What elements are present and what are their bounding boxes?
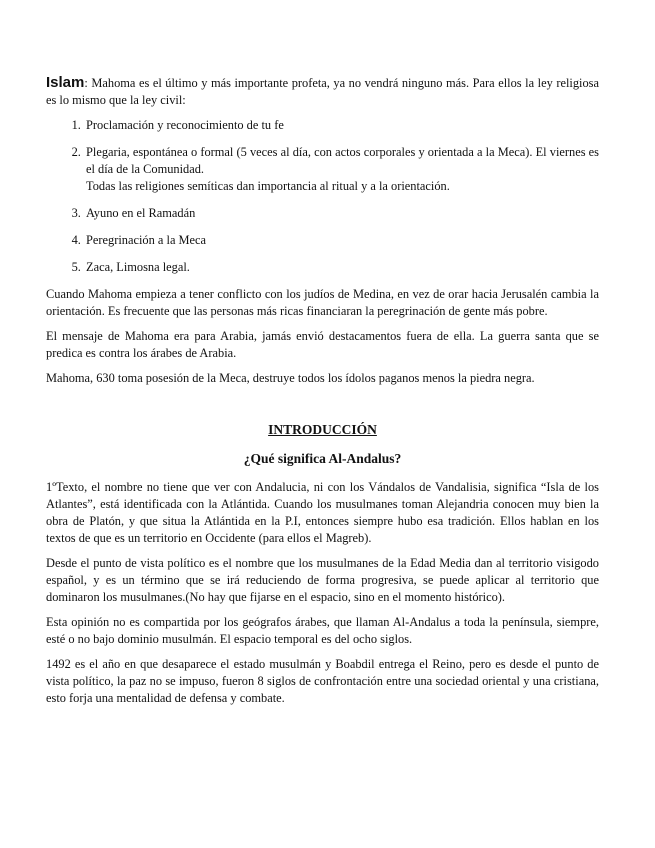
paragraph: Esta opinión no es compartida por los geógrafos árabes, que llaman Al-Andalus a toda la península, siempre, esté o no bajo dominio musulmán. El espacio temporal es del ocho siglos. (46, 615, 599, 646)
list-item-text: Ayuno en el Ramadán (86, 206, 196, 220)
list-item (84, 205, 599, 222)
document-page (46, 74, 599, 715)
list-item (84, 232, 599, 249)
list-item-text: Peregrinación a la Meca (86, 233, 207, 247)
section-heading: INTRODUCCIÓN (268, 422, 377, 437)
paragraph: Desde el punto de vista político es el nombre que los musulmanes de la Edad Media dan al territorio visigodo español, y es un término que se irá reduciendo de forma progresiva, se puede aplicar al territorio que dominaron los musulmanes.(No hay que fijarse en el espacio, sino en el momento histórico). (46, 556, 599, 604)
list-item-text: Proclamación y reconocimiento de tu fe (86, 118, 284, 132)
section-spacer (46, 395, 599, 421)
paragraph: Cuando Mahoma empieza a tener conflicto con los judíos de Medina, en vez de orar hacia Jerusalén cambia la orientación. Es frecuente que las personas más ricas financiaran la peregrinación de gente más pobre. (46, 287, 599, 318)
islam-term: Islam (46, 74, 85, 91)
list-item (84, 117, 599, 134)
list-item (84, 259, 599, 276)
list-item-text: Plegaria, espontánea o formal (5 veces al día, con actos corporales y orientada a la Meca). El viernes es el día de la Comunidad. (86, 145, 599, 176)
paragraph: Mahoma, 630 toma posesión de la Meca, destruye todos los ídolos paganos menos la piedra negra. (46, 371, 535, 385)
list-item (84, 144, 599, 195)
paragraph: El mensaje de Mahoma era para Arabia, jamás envió destacamentos fuera de ella. La guerra santa que se predica es contra los árabes de Arabia. (46, 329, 599, 360)
paragraph: 1492 es el año en que desaparece el estado musulmán y Boabdil entrega el Reino, pero es desde el punto de vista político, la paz no se impuso, fueron 8 siglos de confrontación entre una sociedad oriental y una cristiana, esto forja una mentalidad de defensa y combate. (46, 657, 599, 705)
pillars-list (46, 117, 599, 276)
section-subheading: ¿Qué significa Al-Andalus? (243, 451, 402, 466)
list-item-subtext: Todas las religiones semíticas dan importancia al ritual y a la orientación. (86, 179, 450, 193)
islam-paragraph (46, 74, 599, 109)
paragraph: 1ºTexto, el nombre no tiene que ver con Andalucia, ni con los Vándalos de Vandalisia, significa “Isla de los Atlantes”, está identificada con la Atlántida. Cuando los musulmanes toman Alejandria conocen muy bien la obra de Platón, y que situa la Atlántida en la P.I, entonces siempre hubo esa tradición. Ellos hablan en los textos de que es un territorio en Occidente (para ellos el Magreb). (46, 480, 599, 545)
list-item-text: Zaca, Limosna legal. (86, 260, 190, 274)
islam-text: : Mahoma es el último y más importante profeta, ya no vendrá ninguno más. Para ellos la ley religiosa es lo mismo que la ley civil: (46, 76, 599, 107)
